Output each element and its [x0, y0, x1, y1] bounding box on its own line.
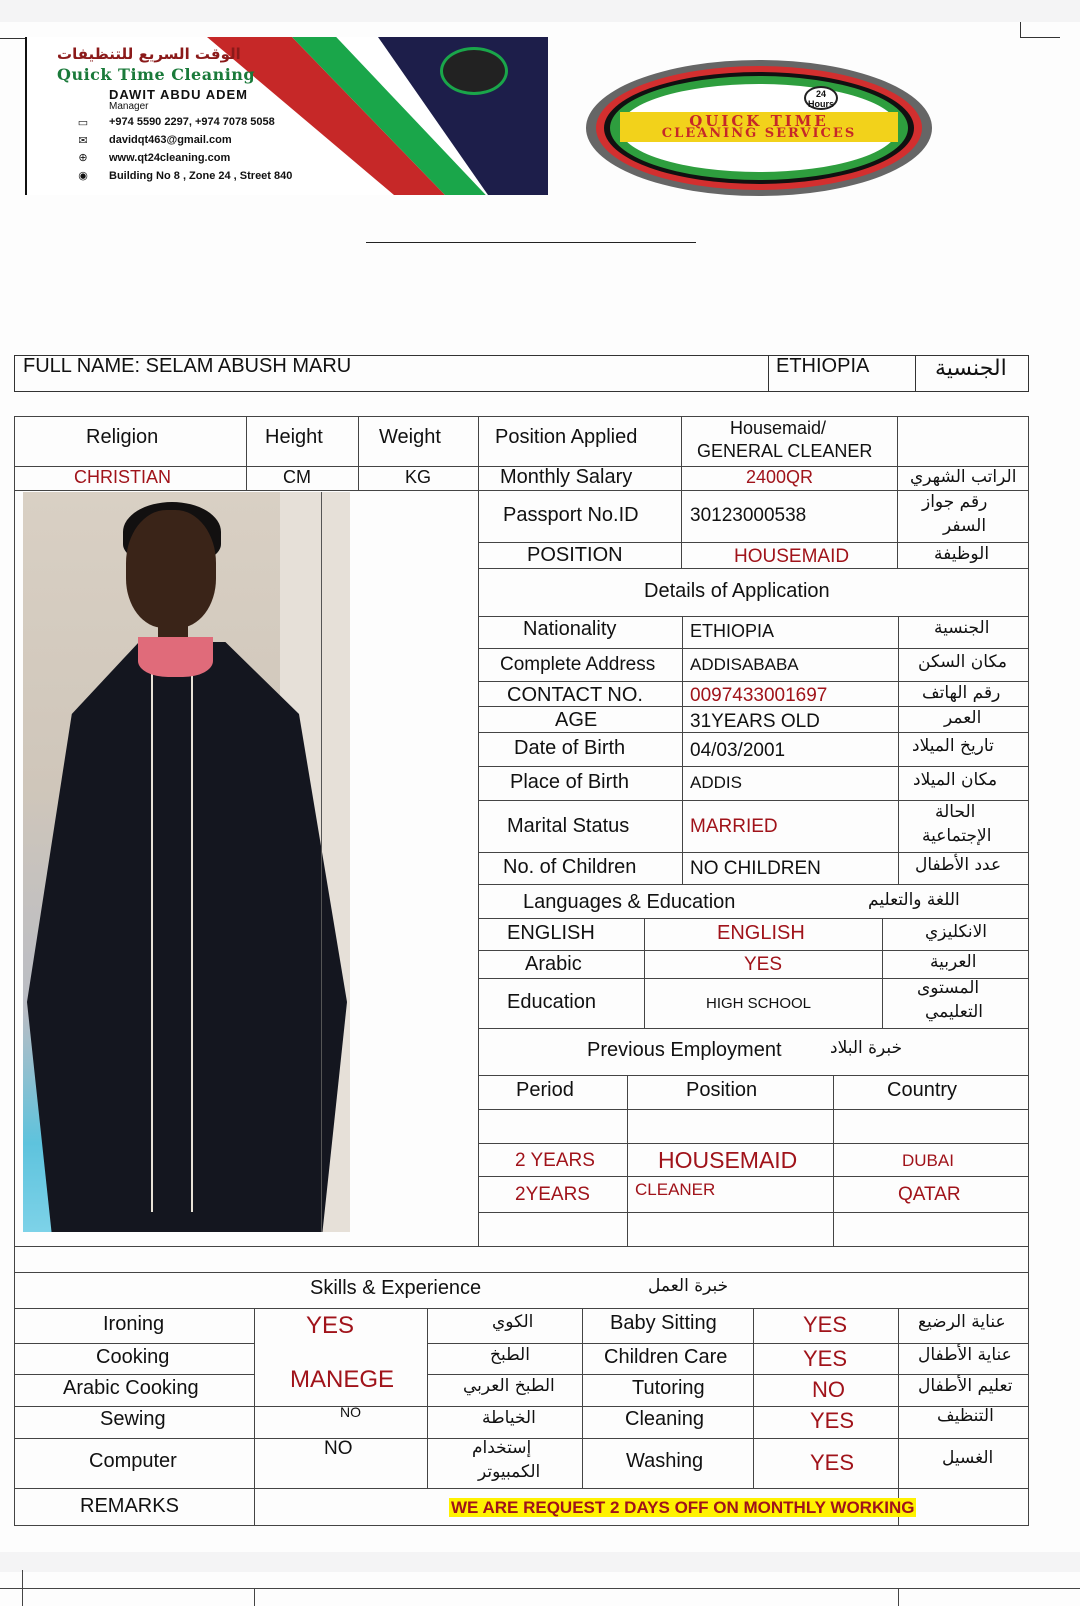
- address-label: Complete Address: [500, 654, 656, 675]
- arabic-label-ar: العربية: [930, 952, 977, 972]
- ironing-label-ar: الكوي: [492, 1312, 534, 1332]
- height-value: CM: [283, 467, 311, 487]
- card-address: Building No 8 , Zone 24 , Street 840: [109, 170, 293, 182]
- tutoring-value: NO: [812, 1377, 845, 1402]
- divider-line: [366, 242, 696, 243]
- logo-line2: CLEANING SERVICES: [661, 126, 857, 141]
- grid-line: [898, 1308, 899, 1526]
- grid-line: [478, 568, 1029, 569]
- grid-line: [898, 616, 899, 884]
- grid-line: [246, 416, 247, 491]
- grid-line: [478, 616, 1029, 617]
- cooking-value: MANEGE: [290, 1366, 395, 1393]
- sewing-label-ar: الخياطة: [482, 1408, 536, 1428]
- grid-line: [22, 1570, 23, 1606]
- employment-title-ar: خبرة البلاد: [830, 1038, 903, 1058]
- dob-value: 04/03/2001: [690, 740, 786, 761]
- remarks-highlight: WE ARE REQUEST 2 DAYS OFF ON MONTHLY WORKING: [451, 1498, 915, 1517]
- age-value: 31YEARS OLD: [690, 711, 820, 732]
- marital-value: MARRIED: [690, 816, 778, 837]
- passport-label-ar-1: رقم جواز: [922, 492, 988, 512]
- grid-line: [478, 766, 1029, 767]
- card-phone: +974 5590 2297, +974 7078 5058: [109, 116, 275, 128]
- sewing-value: NO: [340, 1404, 361, 1420]
- grid-line: [833, 1075, 834, 1246]
- grid-line: [478, 542, 1029, 543]
- card-email: davidqt463@gmail.com: [109, 134, 232, 146]
- full-name: FULL NAME: SELAM ABUSH MARU: [23, 355, 352, 377]
- position-applied-value-2: GENERAL CLEANER: [697, 441, 873, 461]
- globe-icon: ⊕: [78, 152, 88, 164]
- card-role: Manager: [109, 101, 149, 112]
- computer-label: Computer: [89, 1450, 177, 1472]
- age-label: AGE: [555, 709, 598, 731]
- cleaning-label-ar: التنظيف: [937, 1406, 994, 1426]
- dob-label-ar: تاريخ الميلاد: [912, 736, 994, 756]
- cooking-label: Cooking: [96, 1346, 170, 1368]
- grid-line: [358, 416, 359, 491]
- dob-label: Date of Birth: [514, 737, 626, 759]
- tutoring-label-ar: تعليم الأطفال: [918, 1376, 1013, 1396]
- washing-value: YES: [810, 1450, 855, 1475]
- grid-line: [478, 1176, 1029, 1177]
- grid-line: [14, 1308, 1029, 1309]
- grid-line: [478, 918, 1029, 919]
- position-label: POSITION: [527, 544, 623, 566]
- position-applied-value-1: Housemaid/: [730, 418, 827, 438]
- photo-face: [126, 510, 216, 628]
- employment-row-position: CLEANER: [635, 1180, 716, 1199]
- passport-label: Passport No.ID: [503, 504, 639, 526]
- grid-line: [14, 1374, 254, 1375]
- baby-sitting-label-ar: عناية الرضيع: [918, 1312, 1006, 1332]
- remarks-label: REMARKS: [80, 1495, 179, 1517]
- grid-line: [478, 1075, 1029, 1076]
- grid-line: [681, 416, 682, 568]
- logo-24h-badge: 24 Hours: [804, 86, 838, 110]
- col-position: Position: [686, 1079, 758, 1101]
- cleaning-label: Cleaning: [625, 1408, 704, 1430]
- weight-value: KG: [405, 467, 432, 487]
- grid-line: [682, 616, 683, 884]
- grid-line: [427, 1308, 428, 1488]
- washing-label-ar: الغسيل: [942, 1448, 994, 1468]
- details-title: Details of Application: [644, 580, 830, 602]
- education-label-ar-1: المستوى: [917, 978, 980, 998]
- grid-line: [478, 1028, 1029, 1029]
- grid-line: [254, 1308, 255, 1526]
- phone-icon: ▭: [77, 117, 89, 129]
- children-label-ar: عدد الأطفال: [915, 855, 1002, 875]
- grid-line: [427, 1374, 1029, 1375]
- card-logo-badge: [440, 47, 508, 95]
- english-label: ENGLISH: [507, 922, 595, 944]
- weight-label: Weight: [379, 426, 441, 448]
- location-icon: ◉: [78, 170, 88, 182]
- passport-label-ar-2: السفر: [943, 516, 987, 536]
- languages-title-ar: اللغة والتعليم: [868, 890, 960, 910]
- marital-label-ar-1: الحالة: [935, 802, 976, 822]
- arabic-cooking-label-ar: الطبخ العربي: [463, 1376, 555, 1396]
- address-value: ADDISABABA: [690, 655, 799, 674]
- computer-label-ar-2: الكمبيوتر: [478, 1462, 541, 1482]
- grid-line: [14, 1406, 1029, 1407]
- nationality-label-ar: الجنسية: [934, 618, 990, 638]
- children-care-label-ar: عناية الأطفال: [918, 1345, 1012, 1365]
- nationality-value: ETHIOPIA: [690, 621, 775, 641]
- corner-mark: [0, 38, 25, 39]
- grid-line: [478, 648, 1029, 649]
- passport-value: 30123000538: [690, 505, 807, 526]
- company-logo: [586, 60, 932, 196]
- religion-label: Religion: [86, 426, 159, 448]
- grid-line: [14, 490, 1029, 491]
- employment-row-period: 2YEARS: [515, 1184, 590, 1205]
- marital-label: Marital Status: [507, 815, 630, 837]
- contact-value: 0097433001697: [690, 685, 828, 706]
- children-care-label: Children Care: [604, 1346, 728, 1368]
- grid-line: [627, 1075, 628, 1246]
- grid-line: [478, 884, 1029, 885]
- pob-label-ar: مكان الميلاد: [913, 770, 998, 790]
- photo-robe: [27, 642, 347, 1232]
- grid-line: [478, 1109, 1029, 1110]
- baby-sitting-value: YES: [803, 1312, 848, 1337]
- employment-title: Previous Employment: [587, 1039, 782, 1061]
- applicant-photo: [23, 492, 350, 1232]
- grid-line: [582, 1308, 583, 1488]
- grid-line: [14, 416, 1029, 417]
- salary-label-ar: الراتب الشهري: [910, 467, 1017, 487]
- corner-mark: [1020, 37, 1060, 38]
- grid-line: [14, 1272, 1029, 1273]
- grid-line: [478, 800, 1029, 801]
- grid-line: [478, 1212, 1029, 1213]
- contact-label-ar: رقم الهاتف: [922, 683, 1001, 703]
- corner-mark: [1020, 22, 1021, 38]
- logo-line1: QUICK TIME: [689, 112, 829, 130]
- grid-line: [478, 681, 1029, 682]
- grid-line: [478, 950, 1029, 951]
- english-label-ar: الانكليزي: [925, 922, 987, 942]
- salary-value: 2400QR: [746, 467, 814, 487]
- cleaning-value: YES: [810, 1408, 855, 1433]
- ironing-label: Ironing: [103, 1313, 165, 1335]
- grid-line: [14, 1525, 1029, 1526]
- sewing-label: Sewing: [100, 1408, 166, 1430]
- address-label-ar: مكان السكن: [918, 652, 1007, 672]
- cooking-label-ar: الطبخ: [490, 1345, 530, 1365]
- age-label-ar: العمر: [944, 708, 982, 728]
- height-label: Height: [265, 426, 323, 448]
- skills-title: Skills & Experience: [310, 1277, 482, 1299]
- grid-line: [14, 1343, 254, 1344]
- grid-line: [254, 1588, 255, 1606]
- grid-line: [427, 1343, 1029, 1344]
- tutoring-label: Tutoring: [632, 1377, 705, 1399]
- header-nationality: ETHIOPIA: [776, 355, 870, 377]
- children-care-value: YES: [803, 1346, 848, 1371]
- card-website: www.qt24cleaning.com: [109, 152, 231, 164]
- skills-title-ar: خبرة العمل: [648, 1276, 729, 1296]
- computer-label-ar-1: إستخدام: [472, 1438, 532, 1458]
- grid-line: [644, 918, 645, 1028]
- remarks-value: [449, 1498, 916, 1518]
- employment-row-period: 2 YEARS: [515, 1150, 595, 1171]
- grid-line: [14, 1246, 1029, 1247]
- computer-value: NO: [324, 1438, 353, 1459]
- header-nationality-ar: الجنسية: [935, 356, 1007, 381]
- salary-label: Monthly Salary: [500, 466, 633, 488]
- languages-title: Languages & Education: [523, 891, 736, 913]
- grid-line: [898, 1588, 899, 1606]
- english-value: ENGLISH: [717, 922, 805, 944]
- washing-label: Washing: [626, 1450, 704, 1472]
- grid-line: [478, 416, 479, 1246]
- ironing-value: YES: [306, 1312, 355, 1339]
- employment-row-position: HOUSEMAID: [658, 1147, 798, 1173]
- religion-value: CHRISTIAN: [74, 467, 172, 487]
- education-value: HIGH SCHOOL: [706, 995, 812, 1012]
- position-value: HOUSEMAID: [734, 546, 850, 567]
- grid-line: [14, 1488, 1029, 1489]
- pob-label: Place of Birth: [510, 771, 629, 793]
- education-label-ar-2: التعليمي: [925, 1002, 983, 1022]
- card-arabic-name: الوقت السريع للتنظيفات: [57, 45, 241, 63]
- col-country: Country: [887, 1079, 958, 1101]
- children-label: No. of Children: [503, 856, 637, 878]
- marital-label-ar-2: الإجتماعية: [922, 826, 992, 846]
- contact-label: CONTACT NO.: [507, 684, 643, 706]
- children-value: NO CHILDREN: [690, 858, 821, 879]
- position-label-ar: الوظيفة: [934, 544, 990, 564]
- position-applied-label: Position Applied: [495, 426, 638, 448]
- grid-line: [478, 852, 1029, 853]
- col-period: Period: [516, 1079, 574, 1101]
- grid-line: [478, 1143, 1029, 1144]
- grid-line: [897, 416, 898, 568]
- pob-value: ADDIS: [690, 773, 742, 792]
- card-person-name: DAWIT ABDU ADEM: [109, 87, 248, 102]
- photo-border: [321, 492, 322, 1232]
- arabic-label: Arabic: [525, 953, 582, 975]
- arabic-cooking-label: Arabic Cooking: [63, 1377, 199, 1399]
- employment-row-country: DUBAI: [902, 1151, 954, 1170]
- nationality-label: Nationality: [523, 618, 617, 640]
- education-label: Education: [507, 991, 596, 1013]
- grid-line: [0, 1588, 1080, 1589]
- mail-icon: ✉: [78, 135, 88, 147]
- next-page-fragment: [0, 1572, 1080, 1606]
- baby-sitting-label: Baby Sitting: [610, 1312, 717, 1334]
- grid-line: [1028, 416, 1029, 1526]
- arabic-value: YES: [744, 954, 783, 975]
- card-company-name: Quick Time Cleaning: [57, 65, 256, 84]
- employment-row-country: QATAR: [898, 1184, 961, 1205]
- grid-line: [753, 1308, 754, 1488]
- grid-line: [882, 918, 883, 1028]
- grid-line: [14, 416, 15, 1526]
- business-card: [25, 37, 548, 195]
